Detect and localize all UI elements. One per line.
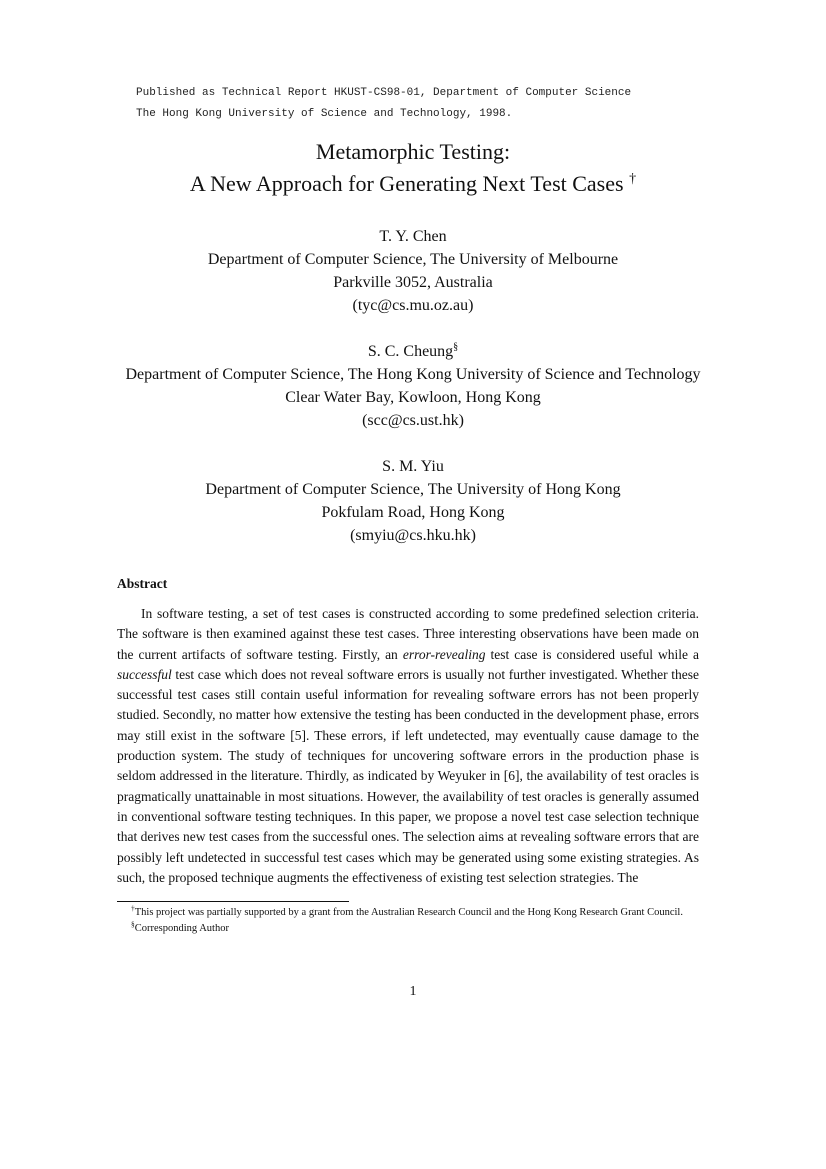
abstract-heading: Abstract bbox=[117, 576, 168, 591]
abstract-emphasis-error-revealing: error-revealing bbox=[402, 646, 486, 662]
footnote-mark: † bbox=[131, 903, 135, 913]
author-name: T. Y. Chen bbox=[379, 228, 447, 245]
footnote-text: Corresponding Author bbox=[134, 923, 229, 934]
footnotes bbox=[117, 905, 701, 936]
paper-title bbox=[0, 136, 826, 200]
title-footnote-mark: † bbox=[629, 171, 637, 187]
abstract-body bbox=[117, 604, 699, 888]
author-name: S. C. Cheung bbox=[367, 343, 454, 360]
author-name-line bbox=[0, 340, 826, 363]
author-address: Pokfulam Road, Hong Kong bbox=[321, 504, 505, 521]
author-department: Department of Computer Science, The Hong Kong University of Science and Technology bbox=[125, 366, 701, 383]
author-address: Parkville 3052, Australia bbox=[333, 274, 493, 291]
abstract-text-1: In software testing, a set of test cases is constructed according to some predefined selection criteria. The software is then examined against these test cases. Three interesting observations have been made on the current artifacts of software testing. Firstly, an bbox=[117, 606, 699, 662]
footnote-funding bbox=[117, 905, 701, 920]
corresponding-author-mark: § bbox=[453, 341, 459, 353]
footnote-text: This project was partially supported by a grant from the Australian Research Council and the Hong Kong Research Grant Council. bbox=[134, 907, 683, 918]
abstract-text-3: test case which does not reveal software errors is usually not further investigated. Whether these successful test cases still contain useful information for revealing software errors has not been properly studied. Secondly, no matter how extensive the testing has been conducted in the development phase, errors may still exist in the software [5]. These errors, if left undetected, may eventually cause damage to the production system. The study of techniques for uncovering software errors in the production phase is seldom addressed in the literature. Thirdly, as indicated by Weyuker in [6], the availability of test oracles is pragmatically unattainable in most situations. However, the availability of test oracles is generally assumed in conventional software testing techniques. In this paper, we propose a novel test case selection technique that derives new test cases from the successful ones. The selection aims at revealing software errors that are possibly left undetected in successful test cases which may be generated using some existing strategies. As such, the proposed technique augments the effectiveness of existing test selection strategies. The bbox=[117, 666, 699, 885]
author-email: (tyc@cs.mu.oz.au) bbox=[352, 297, 474, 314]
footnote-divider bbox=[117, 901, 349, 902]
author-address: Clear Water Bay, Kowloon, Hong Kong bbox=[285, 389, 541, 406]
author-name: S. M. Yiu bbox=[382, 458, 444, 475]
author-department: Department of Computer Science, The University of Hong Kong bbox=[205, 481, 621, 498]
report-header bbox=[136, 83, 756, 125]
abstract-emphasis-successful: successful bbox=[117, 666, 172, 682]
author-email: (smyiu@cs.hku.hk) bbox=[350, 527, 476, 544]
author-block-cheung bbox=[0, 340, 826, 432]
title-line-1: Metamorphic Testing: bbox=[315, 139, 511, 164]
abstract-text-2: test case is considered useful while a bbox=[485, 646, 700, 662]
report-line-2: The Hong Kong University of Science and Technology, 1998. bbox=[136, 108, 513, 120]
author-block-yiu bbox=[0, 455, 826, 547]
report-line-1: Published as Technical Report HKUST-CS98-01, Department of Computer Science bbox=[136, 87, 632, 99]
title-line-2 bbox=[0, 168, 826, 200]
title-line-2-text: A New Approach for Generating Next Test Cases bbox=[189, 171, 624, 196]
page-number: 1 bbox=[409, 984, 417, 999]
author-block-chen bbox=[0, 225, 826, 317]
footnote-mark: § bbox=[131, 919, 135, 929]
author-department: Department of Computer Science, The University of Melbourne bbox=[207, 251, 619, 268]
author-email: (scc@cs.ust.hk) bbox=[362, 412, 464, 429]
footnote-corresponding bbox=[117, 921, 701, 936]
